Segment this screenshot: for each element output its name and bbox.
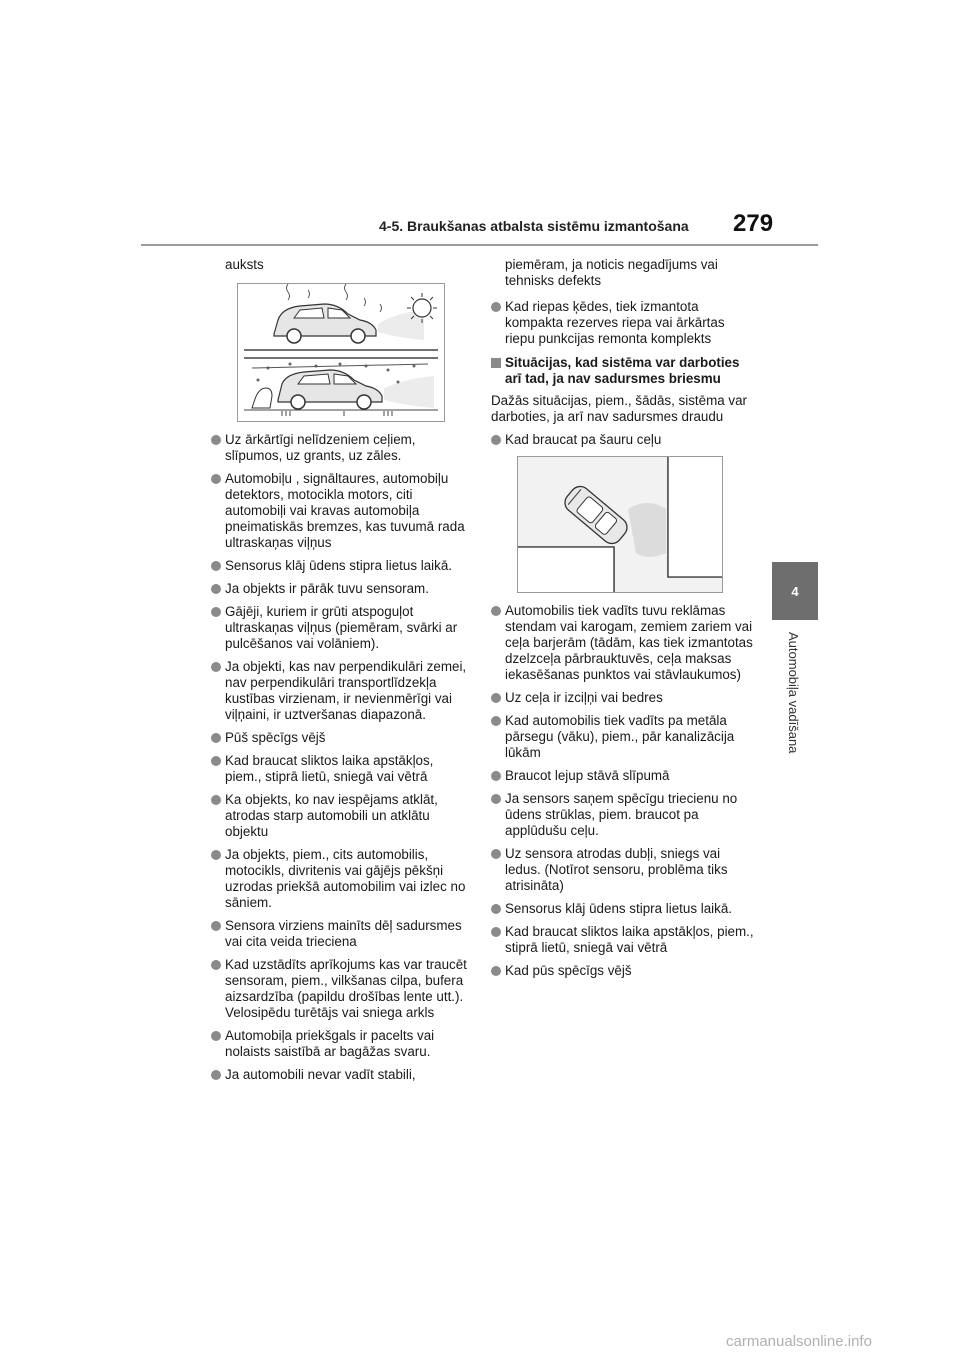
- bullet-icon: [211, 607, 221, 617]
- left-column: [211, 257, 473, 1090]
- header-divider: [141, 244, 818, 246]
- illustration-narrow-road: [517, 456, 723, 593]
- chapter-label: Automobiļa vadīšana: [786, 632, 801, 754]
- continuation-text: auksts: [225, 257, 264, 272]
- header-title: 4-5. Braukšanas atbalsta sistēmu izmantošana: [379, 218, 689, 234]
- bullet-icon: [491, 849, 501, 859]
- bullet-icon: [491, 606, 501, 616]
- bullet-icon: [211, 850, 221, 860]
- continuation-text: piemēram, ja noticis negadījums vai tehnisks defekts: [505, 257, 718, 288]
- bullet-icon: [211, 1031, 221, 1041]
- list-item: Ja objekti, kas nav perpendikulāri zemei, nav perpendikulāri transportlīdzekļa kustības virzienam, ir nevienmērīgi vai viļņaini, ir uztveršanas diapazonā.: [211, 659, 473, 723]
- bullet-icon: [211, 960, 221, 970]
- list-item: Sensorus klāj ūdens stipra lietus laikā.: [211, 558, 473, 574]
- bullet-icon: [491, 794, 501, 804]
- narrow-road-illustration: [518, 457, 722, 592]
- bullet-icon: [491, 716, 501, 726]
- bullet-icon: [491, 693, 501, 703]
- list-item: Kad braucat sliktos laika apstākļos, piem., stiprā lietū, sniegā vai vētrā: [491, 924, 757, 956]
- list-item: Automobiļa priekšgals ir pacelts vai nolaists saistībā ar bagāžas svaru.: [211, 1028, 473, 1060]
- list-item: Automobiļu , signāltaures, automobiļu detektors, motocikla motors, citi automobiļi vai kravas automobiļa pneimatiskās bremzes, kas tuvumā rada ultraskaņas viļņus: [211, 471, 473, 551]
- list-item: Uz sensora atrodas dubļi, sniegs vai ledus. (Notīrot sensoru, problēma tiks atrisināta): [491, 846, 757, 894]
- bullet-icon: [211, 795, 221, 805]
- chapter-tab[interactable]: [772, 562, 818, 620]
- list-item: Uz ceļa ir izciļņi vai bedres: [491, 690, 757, 706]
- list-item: Ja automobili nevar vadīt stabili,: [211, 1067, 473, 1083]
- right-column: [491, 257, 757, 986]
- list-item: Gājēji, kuriem ir grūti atspoguļot ultraskaņas viļņus (piemēram, svārki ar pulcēšanos vai volāniem).: [211, 604, 473, 652]
- page-number: 279: [733, 210, 774, 237]
- bullet-icon: [211, 921, 221, 931]
- bullet-icon: [491, 966, 501, 976]
- bullet-icon: [211, 584, 221, 594]
- bullet-icon: [211, 435, 221, 445]
- list-item: Kad braucat pa šauru ceļu: [491, 432, 757, 448]
- bullet-icon: [211, 662, 221, 672]
- list-item: Kad uzstādīts aprīkojums kas var traucēt sensoram, piem., vilkšanas cilpa, bufera aizsardzība (papildu drošības lente utt.). Velosipēdu turētājs vai sniega arkls: [211, 957, 473, 1021]
- chapter-number: 4: [791, 583, 799, 599]
- list-item: Ka objekts, ko nav iespējams atklāt, atrodas starp automobili un atklātu objektu: [211, 792, 473, 840]
- bullet-icon: [211, 474, 221, 484]
- list-item: Sensora virziens mainīts dēļ sadursmes vai cita veida trieciena: [211, 918, 473, 950]
- list-item: Uz ārkārtīgi nelīdzeniem ceļiem, slīpumos, uz grants, uz zāles.: [211, 432, 473, 464]
- car-weather-illustration: [238, 284, 444, 421]
- list-item: Sensorus klāj ūdens stipra lietus laikā.: [491, 901, 757, 917]
- bullet-icon: [491, 302, 501, 312]
- list-item: Ja sensors saņem spēcīgu triecienu no ūdens strūklas, piem. braucot pa applūdušu ceļu.: [491, 791, 757, 839]
- bullet-icon: [211, 756, 221, 766]
- bullet-icon: [211, 561, 221, 571]
- list-item: Kad braucat sliktos laika apstākļos, piem., stiprā lietū, sniegā vai vētrā: [211, 753, 473, 785]
- bullet-icon: [491, 771, 501, 781]
- watermark: carmanualsonline.info: [726, 1333, 872, 1350]
- bullet-icon: [491, 435, 501, 445]
- list-item: Braucot lejup stāvā slīpumā: [491, 768, 757, 784]
- illustration-hot-cold-weather: [237, 283, 445, 422]
- bullet-icon: [211, 733, 221, 743]
- bullet-icon: [491, 904, 501, 914]
- list-item: Ja objekts, piem., cits automobilis, motocikls, divritenis vai gājējs pēkšņi uzrodas priekšā automobilim vai izlec no sāniem.: [211, 847, 473, 911]
- bullet-icon: [491, 927, 501, 937]
- list-item: Kad pūs spēcīgs vējš: [491, 963, 757, 979]
- bullet-icon: [211, 1070, 221, 1080]
- list-item: Kad automobilis tiek vadīts pa metāla pārsegu (vāku), piem., pār kanalizācija lūkām: [491, 713, 757, 761]
- list-item: Kad riepas ķēdes, tiek izmantota kompakta rezerves riepa vai ārkārtas riepu punkcijas remonta komplekts: [491, 299, 757, 347]
- list-item: Automobilis tiek vadīts tuvu reklāmas stendam vai karogam, zemiem zariem vai ceļa barjerām (tādām, kas tiek izmantotas dzelzceļa pārbrauktuvēs, ceļa maksas iekasēšanas punktos vai stāvlaukumos): [491, 603, 757, 683]
- section-heading: Situācijas, kad sistēma var darboties arī tad, ja nav sadursmes briesmu: [491, 355, 757, 387]
- list-item: Pūš spēcīgs vējš: [211, 730, 473, 746]
- square-bullet-icon: [491, 358, 501, 368]
- list-item: Ja objekts ir pārāk tuvu sensoram.: [211, 581, 473, 597]
- section-intro: Dažās situācijas, piem., šādās, sistēma var darboties, ja arī nav sadursmes draudu: [491, 393, 748, 424]
